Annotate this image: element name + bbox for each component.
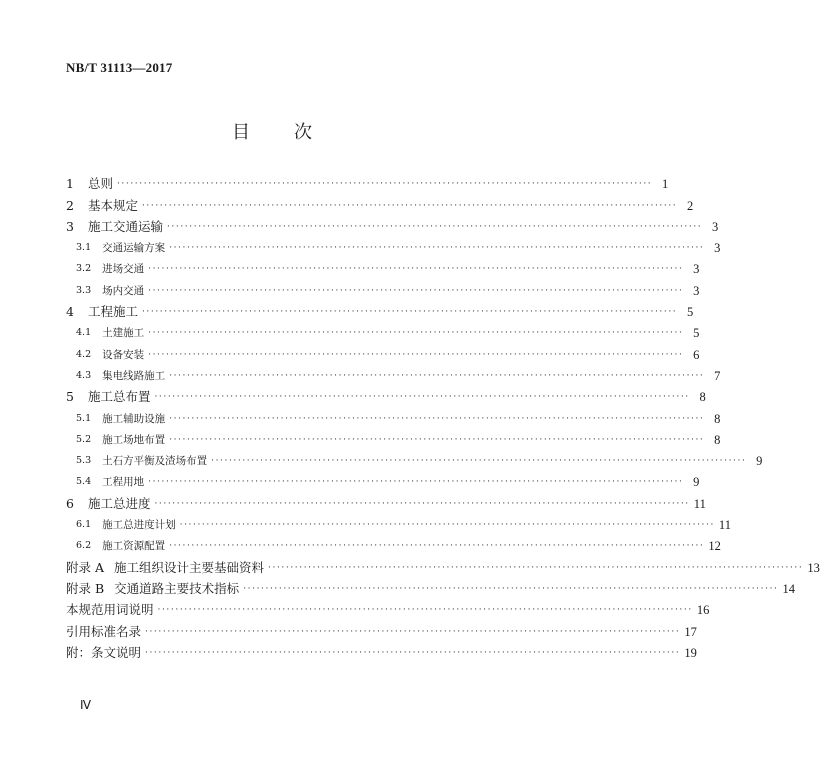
dot-leader: ························································································································ bbox=[157, 605, 693, 616]
toc-entry-page: 2 bbox=[687, 198, 694, 213]
title-char-2: 次 bbox=[294, 122, 312, 143]
toc-entry[interactable] bbox=[66, 491, 706, 512]
toc-entry[interactable] bbox=[66, 215, 719, 236]
dot-leader: ························································································································ bbox=[169, 370, 705, 381]
toc-entry[interactable] bbox=[66, 555, 820, 576]
toc-entry-title: 交通运输方案 bbox=[102, 242, 166, 255]
dot-leader: ························································································································ bbox=[154, 498, 690, 509]
standard-code: NB/T 31113—2017 bbox=[66, 60, 173, 75]
toc-entry-number: 4.2 bbox=[76, 348, 92, 360]
toc-entry-title: 工程施工 bbox=[87, 304, 138, 320]
toc-entry-number: 附录 A bbox=[66, 559, 105, 575]
title-char-1: 目 bbox=[232, 122, 250, 143]
toc-entry-page: 17 bbox=[684, 624, 697, 639]
toc-entry-number: 6 bbox=[66, 495, 74, 511]
toc-entry-title: 土石方平衡及渣场布置 bbox=[102, 455, 208, 468]
page-title bbox=[0, 118, 544, 144]
dot-leader: ························································································································ bbox=[145, 626, 681, 637]
toc-entry-page: 16 bbox=[696, 603, 710, 618]
toc-entry[interactable] bbox=[66, 406, 721, 427]
toc-entry-page: 12 bbox=[708, 539, 721, 554]
toc-entry-title: 总则 bbox=[87, 176, 113, 192]
toc-entry[interactable] bbox=[66, 364, 721, 385]
toc-entry-number: 1 bbox=[66, 176, 74, 192]
dot-leader: ························································································································ bbox=[169, 541, 705, 552]
toc-entry-title: 集电线路施工 bbox=[102, 369, 166, 382]
dot-leader: ························································································································ bbox=[268, 562, 804, 573]
toc-entry-title: 设备安装 bbox=[102, 348, 145, 361]
toc-entry-number: 附录 B bbox=[66, 580, 105, 596]
toc-entry[interactable] bbox=[66, 641, 697, 662]
toc-entry-number: 5.1 bbox=[76, 412, 92, 424]
dot-leader: ························································································································ bbox=[145, 647, 681, 658]
toc-entry[interactable] bbox=[66, 257, 700, 278]
toc-entry-page: 8 bbox=[714, 411, 721, 426]
toc-entry-page: 3 bbox=[693, 283, 700, 298]
page-number: Ⅳ bbox=[80, 698, 92, 712]
dot-leader: ························································································································ bbox=[169, 413, 705, 424]
toc-entry[interactable] bbox=[66, 321, 700, 342]
toc-entry-number: 5.2 bbox=[76, 433, 92, 445]
toc-entry-title: 交通道路主要技术指标 bbox=[114, 580, 240, 596]
toc-entry[interactable] bbox=[66, 449, 763, 470]
toc-entry-number: 3.2 bbox=[76, 263, 92, 275]
toc-entry-number: 3.3 bbox=[76, 284, 92, 296]
dot-leader: ························································································································ bbox=[154, 392, 690, 403]
toc-entry[interactable] bbox=[66, 385, 706, 406]
dot-leader: ························································································································ bbox=[148, 285, 684, 296]
toc-entry-title: 进场交通 bbox=[102, 263, 145, 276]
toc-entry[interactable] bbox=[66, 236, 721, 257]
toc-entry-page: 1 bbox=[662, 177, 669, 192]
toc-entry-page: 5 bbox=[687, 305, 694, 320]
toc-entry-number: 4.1 bbox=[76, 327, 92, 339]
toc-entry-title: 施工总布置 bbox=[87, 389, 151, 405]
toc-entry-title: 施工辅助设施 bbox=[102, 412, 166, 425]
toc-entry[interactable] bbox=[66, 300, 694, 321]
toc-entry-number: 3 bbox=[66, 218, 74, 234]
toc-entry-page: 9 bbox=[756, 454, 763, 469]
toc-entry-page: 11 bbox=[693, 496, 706, 511]
toc-entry-page: 7 bbox=[714, 368, 721, 383]
table-of-contents bbox=[66, 172, 820, 662]
toc-entry[interactable] bbox=[66, 513, 731, 534]
dot-leader: ························································································································ bbox=[169, 434, 705, 445]
toc-entry-title: 施工总进度 bbox=[87, 495, 151, 511]
toc-entry[interactable] bbox=[66, 278, 700, 299]
dot-leader: ························································································································ bbox=[148, 264, 684, 275]
toc-entry-number: 5 bbox=[66, 389, 74, 405]
toc-entry-page: 9 bbox=[693, 475, 700, 490]
toc-entry-title: 场内交通 bbox=[102, 284, 145, 297]
toc-entry-title: 施工资源配置 bbox=[102, 540, 166, 553]
toc-entry-page: 3 bbox=[712, 219, 719, 234]
toc-entry[interactable] bbox=[66, 342, 700, 363]
toc-entry[interactable] bbox=[66, 534, 721, 555]
toc-entry-number: 5.3 bbox=[76, 455, 92, 467]
toc-entry-title: 土建施工 bbox=[102, 327, 145, 340]
toc-entry-page: 3 bbox=[714, 241, 721, 256]
dot-leader: ························································································································ bbox=[169, 243, 705, 254]
dot-leader: ························································································································ bbox=[243, 583, 779, 594]
toc-entry-page: 8 bbox=[699, 390, 706, 405]
toc-entry[interactable] bbox=[66, 577, 795, 598]
toc-entry-title: 施工场地布置 bbox=[102, 433, 166, 446]
toc-entry-page: 14 bbox=[782, 581, 795, 596]
toc-entry-page: 11 bbox=[718, 518, 731, 533]
toc-entry-page: 3 bbox=[693, 262, 700, 277]
dot-leader: ························································································································ bbox=[179, 520, 715, 531]
toc-entry[interactable] bbox=[66, 428, 721, 449]
toc-entry-title: 引用标准名录 bbox=[66, 623, 142, 639]
dot-leader: ························································································································ bbox=[211, 456, 747, 467]
toc-entry-title: 施工组织设计主要基础资料 bbox=[114, 559, 265, 575]
toc-entry-number: 5.4 bbox=[76, 476, 92, 488]
toc-entry-number: 6.1 bbox=[76, 519, 92, 531]
toc-entry[interactable] bbox=[66, 470, 700, 491]
toc-entry-title: 附：条文说明 bbox=[66, 644, 142, 660]
dot-leader: ························································································································ bbox=[166, 221, 703, 232]
dot-leader: ························································································································ bbox=[141, 307, 678, 318]
dot-leader: ························································································································ bbox=[148, 477, 684, 488]
toc-entry-page: 8 bbox=[714, 432, 721, 447]
toc-entry[interactable] bbox=[66, 598, 710, 619]
toc-entry[interactable] bbox=[66, 193, 694, 214]
toc-entry-number: 6.2 bbox=[76, 540, 92, 552]
toc-entry-title: 本规范用词说明 bbox=[66, 602, 154, 618]
toc-entry[interactable] bbox=[66, 619, 697, 640]
toc-entry-number: 4 bbox=[66, 304, 74, 320]
toc-entry-title: 施工交通运输 bbox=[87, 218, 163, 234]
toc-entry-number: 2 bbox=[66, 197, 74, 213]
toc-entry[interactable] bbox=[66, 172, 669, 193]
toc-entry-page: 5 bbox=[693, 326, 700, 341]
toc-entry-title: 工程用地 bbox=[102, 476, 145, 489]
toc-entry-page: 6 bbox=[693, 347, 700, 362]
toc-entry-title: 施工总进度计划 bbox=[102, 519, 176, 532]
dot-leader: ························································································································ bbox=[141, 200, 678, 211]
toc-entry-number: 3.1 bbox=[76, 242, 92, 254]
toc-entry-page: 19 bbox=[684, 645, 697, 660]
toc-entry-title: 基本规定 bbox=[87, 197, 138, 213]
dot-leader: ························································································································ bbox=[148, 328, 684, 339]
toc-entry-page: 13 bbox=[807, 560, 820, 575]
dot-leader: ························································································································ bbox=[148, 349, 684, 360]
dot-leader: ························································································································ bbox=[116, 179, 653, 190]
toc-entry-number: 4.3 bbox=[76, 369, 92, 381]
